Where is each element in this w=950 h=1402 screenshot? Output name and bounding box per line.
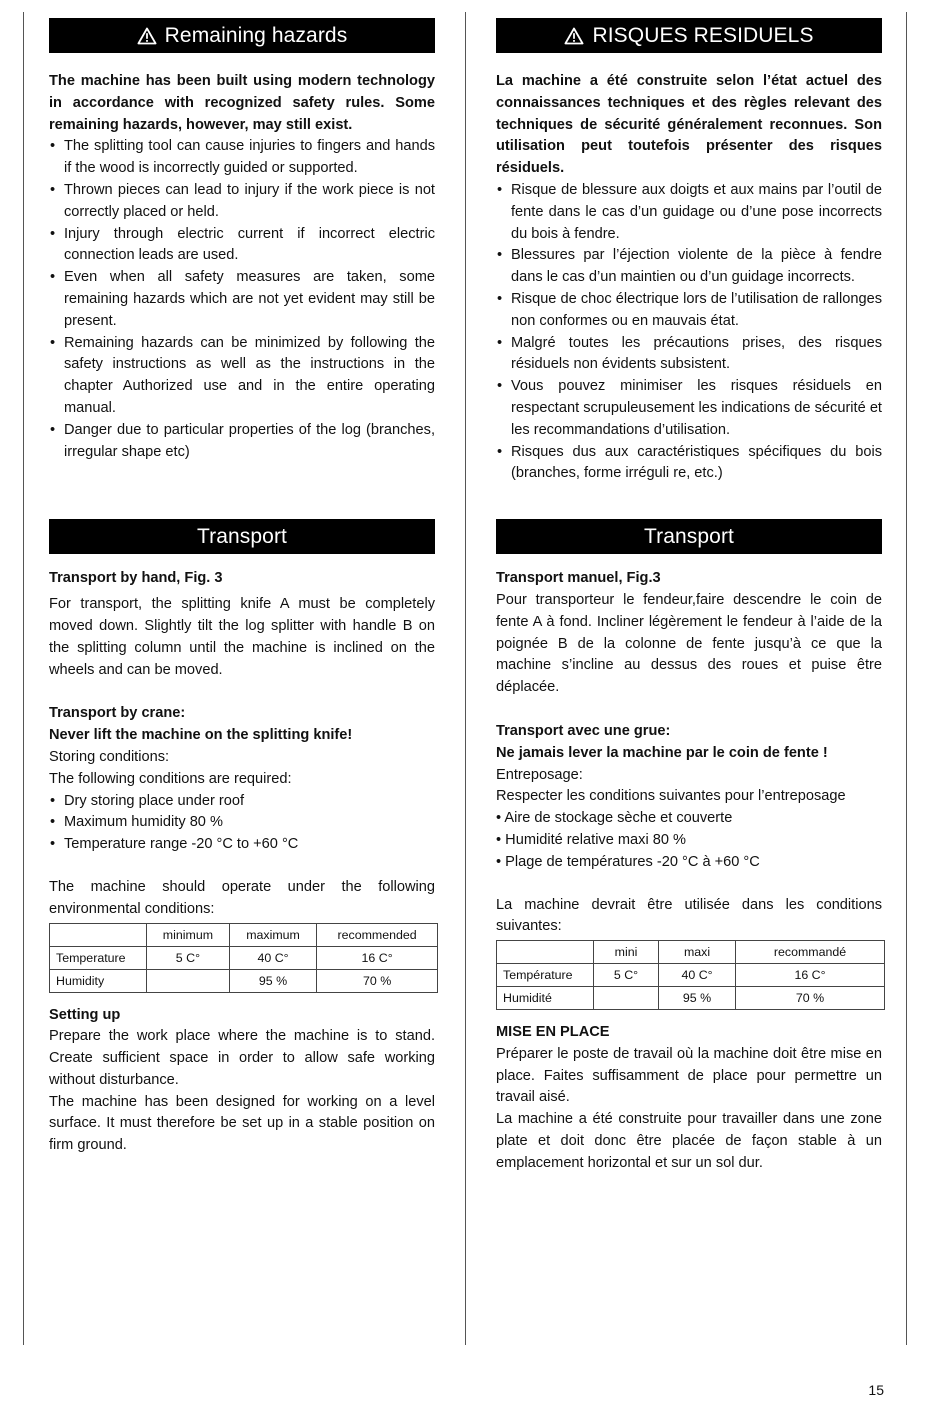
hazards-intro: The machine has been built using modern technology in accordance with recognized safety rules. Some remaining hazards, however, may still exist. (49, 73, 435, 133)
list-item: • Temperature range -20 °C to +60 °C (49, 834, 435, 856)
risques-list (496, 180, 882, 485)
table-row (497, 964, 885, 987)
table-row (50, 969, 438, 992)
hazards-heading: Remaining hazards (164, 23, 348, 47)
table-cell (147, 969, 230, 992)
setup-text-2: The machine has been designed for working on a level surface. It must therefore be set up in a stable position on firm ground. (49, 1093, 435, 1154)
list-item: • Maximum humidity 80 % (49, 812, 435, 834)
list-item: • Blessures par l’éjection violente de la pièce à fendre dans le cas d’un maintien ou d’un guidage incorrects. (496, 245, 882, 289)
setup-text-1: Prepare the work place where the machine is to stand. Create sufficient space in order to allow safe working without disturbance. (49, 1028, 435, 1088)
list-item: • Dry storing place under roof (49, 791, 435, 813)
table-header-row (50, 923, 438, 946)
table-cell: 16 C° (317, 946, 438, 969)
table-cell: 5 C° (147, 946, 230, 969)
list-item: • Danger due to particular properties of the log (branches, irregular shape etc) (49, 420, 435, 464)
warning-triangle-icon (564, 27, 584, 45)
list-item: • Vous pouvez minimiser les risques résiduels en respectant scrupuleusement les indications de sécurité et les recommandations d’utilisation. (496, 376, 882, 441)
list-item: • Thrown pieces can lead to injury if the work piece is not correctly placed or held. (49, 180, 435, 224)
setup-title: Setting up (49, 1006, 121, 1023)
table-cell: 5 C° (594, 964, 659, 987)
table-cell: 40 C° (659, 964, 736, 987)
transport-fr-heading: Transport (644, 524, 734, 548)
table-cell: 40 C° (229, 946, 316, 969)
list-item: • Humidité relative maxi 80 % (496, 831, 687, 848)
environnement-text: La machine devrait être utilisée dans les conditions suivantes: (496, 896, 882, 935)
list-item: • Risque de blessure aux doigts et aux mains par l’outil de fente dans le cas d’un guidage ou d’une pose incorrects du bois à fendre. (496, 180, 882, 245)
table-cell: Température (497, 964, 594, 987)
table-row (497, 987, 885, 1010)
environment-table (49, 923, 438, 993)
table-header-cell: mini (594, 941, 659, 964)
table-header-cell: recommandé (736, 941, 885, 964)
page-number: 15 (868, 1382, 884, 1398)
transport-heading: Transport (197, 524, 287, 548)
table-cell: Humidité (497, 987, 594, 1010)
hazards-list (49, 136, 435, 463)
risques-intro: La machine a été construite selon l’état actuel des connaissances techniques et des règles relevant des techniques de sécurité généralement reconnues. Son utilisation peut toutefois présenter des risques résiduels. (496, 73, 882, 177)
list-item: • Remaining hazards can be minimized by following the safety instructions as well as the instructions in the chapter Authorized use and in the entire operating manual. (49, 333, 435, 420)
table-cell: Temperature (50, 946, 147, 969)
entreposage-label: Entreposage: (496, 766, 583, 783)
entreposage-intro: Respecter les conditions suivantes pour l’entreposage (496, 788, 846, 805)
table-header-cell: minimum (147, 923, 230, 946)
environment-text: The machine should operate under the following environmental conditions: (49, 878, 435, 917)
transport-crane-title: Transport by crane: (49, 705, 186, 722)
transport-fr-crane-warning: Ne jamais lever la machine par le coin de fente ! (496, 744, 828, 761)
risques-heading-bar (496, 18, 882, 53)
list-item: • Even when all safety measures are taken, some remaining hazards which are not yet evident may still be present. (49, 267, 435, 332)
list-item: • The splitting tool can cause injuries to fingers and hands if the wood is incorrectly guided or supported. (49, 136, 435, 180)
table-header-cell: maximum (229, 923, 316, 946)
transport-crane-warning: Never lift the machine on the splitting knife! (49, 727, 353, 744)
transport-fr-hand-text: Pour transporteur le fendeur,faire descendre le coin de fente A à fond. Incliner légèrement le fendeur à l’aide de la poignée B de la colonne de fente jusqu’à ce que la machine s’incline au dessus des roues et puise être déplacée. (496, 591, 882, 696)
mise-en-place-title: MISE EN PLACE (496, 1024, 610, 1041)
table-cell (594, 987, 659, 1010)
left-margin-rule (23, 12, 24, 1345)
storing-list (49, 791, 435, 856)
table-row (50, 946, 438, 969)
transport-fr-heading-bar (496, 519, 882, 554)
table-cell: 70 % (317, 969, 438, 992)
table-cell: 95 % (659, 987, 736, 1010)
table-cell: Humidity (50, 969, 147, 992)
mise-en-place-text-1: Préparer le poste de travail où la machine doit être mise en place. Faites suffisamment de place pour permettre un travail aisé. (496, 1045, 882, 1106)
environnement-table (496, 940, 885, 1010)
center-column-rule (465, 12, 466, 1345)
transport-fr-crane-title: Transport avec une grue: (496, 722, 671, 739)
table-cell: 16 C° (736, 964, 885, 987)
warning-triangle-icon (137, 27, 157, 45)
right-margin-rule (906, 12, 907, 1345)
transport-heading-bar (49, 519, 435, 554)
hazards-heading-bar (49, 18, 435, 53)
table-cell: 95 % (229, 969, 316, 992)
english-column (49, 18, 435, 1157)
list-item: • Plage de températures -20 °C à +60 °C (496, 853, 760, 870)
table-header-cell: maxi (659, 941, 736, 964)
mise-en-place-text-2: La machine a été construite pour travailler dans une zone plate et doit donc être placée de façon stable à un emplacement horizontal et sur un sol dur. (496, 1111, 882, 1171)
french-column (496, 18, 882, 1175)
table-header-row (497, 941, 885, 964)
table-header-cell (497, 941, 594, 964)
transport-fr-hand-title: Transport manuel, Fig.3 (496, 570, 661, 587)
storing-intro: The following conditions are required: (49, 770, 292, 787)
storing-label: Storing conditions: (49, 748, 170, 765)
table-header-cell: recommended (317, 923, 438, 946)
table-header-cell (50, 923, 147, 946)
list-item: • Aire de stockage sèche et couverte (496, 810, 733, 827)
risques-heading: RISQUES RESIDUELS (592, 23, 814, 47)
list-item: • Injury through electric current if incorrect electric connection leads are used. (49, 224, 435, 268)
transport-hand-text: For transport, the splitting knife A must be completely moved down. Slightly tilt the log splitter with handle B on the splitting column until the machine is inclined on the wheels and can be moved. (49, 596, 435, 678)
entreposage-list (496, 808, 882, 873)
table-cell: 70 % (736, 987, 885, 1010)
list-item: • Risques dus aux caractéristiques spécifiques du bois (branches, forme irréguli re, etc.) (496, 442, 882, 486)
list-item: • Malgré toutes les précautions prises, des risques résiduels non évidents subsistent. (496, 333, 882, 377)
transport-hand-title: Transport by hand, Fig. 3 (49, 570, 223, 587)
list-item: • Risque de choc électrique lors de l’utilisation de rallonges non conformes ou en mauvais état. (496, 289, 882, 333)
